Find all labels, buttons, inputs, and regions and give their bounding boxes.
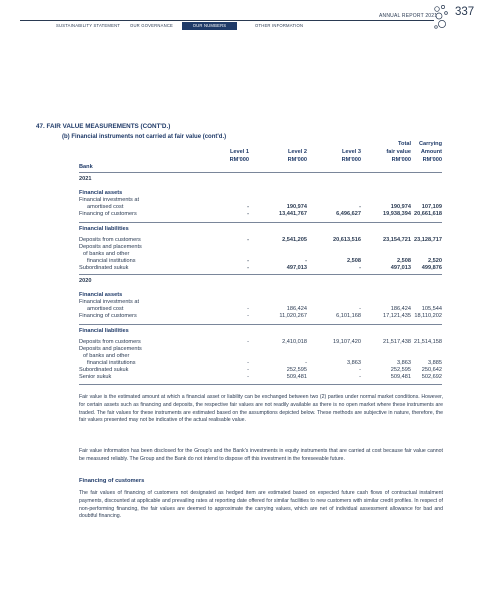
table-cell: - — [247, 204, 249, 210]
table-cell: - — [359, 374, 361, 380]
divider — [79, 324, 442, 325]
section-title: 47. FAIR VALUE MEASUREMENTS (CONT'D.) — [36, 123, 171, 130]
fin-assets-2020: Financial assets — [79, 292, 123, 298]
divider — [79, 274, 442, 275]
annual-report-label: ANNUAL REPORT 2021 — [379, 13, 438, 19]
table-cell: 3,885 — [428, 360, 442, 366]
table-cell: 3,863 — [347, 360, 361, 366]
col-header-carrying-amount: Carrying Amount RM'000 — [418, 141, 442, 163]
table-cell: 18,110,202 — [414, 313, 442, 319]
table-cell: 497,013 — [286, 265, 307, 271]
nav-governance[interactable]: OUR GOVERNANCE — [130, 23, 174, 28]
paragraph-equity-info: Fair value information has been disclosed for the Group's and the Bank's investments in equity instruments that are carried at cost because fair value cannot be measured reliably. The Group and the Bank do not intend to dispose off this investment in the foreseeable future. — [79, 448, 443, 462]
table-cell: 2,508 — [347, 258, 361, 264]
row-label: Deposits from customers — [79, 237, 141, 243]
col-header-level2: Level 2 RM'000 — [287, 149, 307, 163]
table-cell: 499,876 — [421, 265, 442, 271]
row-label: Deposits and placements — [79, 244, 142, 250]
table-cell: 17,121,435 — [383, 313, 411, 319]
table-cell: 190,974 — [286, 204, 307, 210]
row-label: amortised cost — [87, 204, 124, 210]
table-cell: - — [359, 204, 361, 210]
table-cell: 2,520 — [428, 258, 442, 264]
row-label: Financing of customers — [79, 211, 137, 217]
nav-our-numbers[interactable]: OUR NUMBERS — [182, 22, 237, 30]
section-subtitle: (b) Financial instruments not carried at fair value (cont'd.) — [62, 134, 227, 140]
nav-sustainability[interactable]: SUSTAINABILITY STATEMENT — [56, 23, 121, 28]
table-cell: 2,410,018 — [282, 339, 307, 345]
table-cell: 20,613,516 — [333, 237, 361, 243]
table-cell: - — [305, 258, 307, 264]
table-cell: 186,424 — [286, 306, 307, 312]
table-cell: - — [247, 237, 249, 243]
row-label: Subordinated sukuk — [79, 265, 129, 271]
table-cell: - — [247, 265, 249, 271]
col-header-level3: Level 3 RM'000 — [341, 149, 361, 163]
table-cell: 509,481 — [286, 374, 307, 380]
row-label: Deposits from customers — [79, 339, 141, 345]
fin-liab-2021: Financial liabilities — [79, 226, 129, 232]
table-cell: - — [247, 367, 249, 373]
table-cell: 13,441,767 — [279, 211, 307, 217]
table-cell: - — [247, 360, 249, 366]
row-label: financial institutions — [87, 360, 136, 366]
row-label: Financing of customers — [79, 313, 137, 319]
row-label: amortised cost — [87, 306, 124, 312]
col-header-level1: Level 1 RM'000 — [229, 149, 249, 163]
table-cell: 21,517,438 — [383, 339, 411, 345]
header-divider — [79, 172, 442, 173]
row-label: financial institutions — [87, 258, 136, 264]
table-cell: 11,020,267 — [279, 313, 307, 319]
fin-liab-2020: Financial liabilities — [79, 328, 129, 334]
table-cell: 497,013 — [390, 265, 411, 271]
divider — [79, 384, 442, 385]
row-label: Deposits and placements — [79, 346, 142, 352]
table-cell: - — [359, 265, 361, 271]
table-cell: - — [247, 339, 249, 345]
table-cell: 23,154,721 — [383, 237, 411, 243]
table-cell: 19,938,394 — [383, 211, 411, 217]
table-cell: 509,481 — [390, 374, 411, 380]
row-label: Subordinated sukuk — [79, 367, 129, 373]
divider — [79, 222, 442, 223]
table-cell: 186,424 — [390, 306, 411, 312]
table-cell: - — [247, 374, 249, 380]
table-cell: 20,661,618 — [414, 211, 442, 217]
table-cell: 19,107,420 — [333, 339, 361, 345]
row-header-bank: Bank — [79, 164, 93, 170]
table-cell: - — [305, 360, 307, 366]
row-label: Financial investments at — [79, 197, 140, 203]
table-cell: 3,863 — [397, 360, 411, 366]
table-cell: 6,101,168 — [336, 313, 361, 319]
table-cell: - — [247, 313, 249, 319]
col-header-total-fair-value: Total fair value RM'000 — [386, 141, 411, 163]
table-cell: 21,514,158 — [414, 339, 442, 345]
row-label: Financial investments at — [79, 299, 140, 305]
paragraph-fair-value: Fair value is the estimated amount at which a financial asset or liability can be exchanged between two (2) parties under normal market conditions. However, for certain assets such as financing and deposits, the respective fair values are not readily available as there is no open market where these instruments are traded. The fair values for these instruments are estimated based on the assumptions depicted below. These methods are subjective in nature, therefore, the fair values presented may not be indicative of the actual realisable value. — [79, 394, 443, 424]
fin-assets-2021: Financial assets — [79, 190, 123, 196]
table-cell: 252,595 — [286, 367, 307, 373]
year-2020: 2020 — [79, 278, 92, 284]
row-label: of banks and other — [83, 353, 130, 359]
page-number: 337 — [455, 6, 475, 18]
table-cell: 190,974 — [390, 204, 411, 210]
table-cell: - — [247, 306, 249, 312]
year-2021: 2021 — [79, 176, 92, 182]
table-cell: 250,642 — [421, 367, 442, 373]
header-rule — [20, 20, 434, 21]
table-cell: - — [359, 367, 361, 373]
row-label: of banks and other — [83, 251, 130, 257]
row-label: Senior sukuk — [79, 374, 112, 380]
table-cell: 2,508 — [397, 258, 411, 264]
table-cell: 107,109 — [421, 204, 442, 210]
table-cell: 252,595 — [390, 367, 411, 373]
paragraph-financing-customers: The fair values of financing of customers not designated as hedged item are estimated based on expected future cash flows of contractual instalment payments, discounted at applicable and prevailing rates at reporting date offered for similar facilities to new customers with similar credit profiles. In respect of non-performing financing, the fair values are deemed to approximate the carrying values, which are net of individual assessment allowance for bad and doubtful financing. — [79, 490, 443, 520]
nav-other-information[interactable]: OTHER INFORMATION — [255, 23, 304, 28]
heading-financing-customers: Financing of customers — [79, 478, 145, 484]
table-cell: 23,128,717 — [414, 237, 442, 243]
table-cell: - — [247, 258, 249, 264]
table-cell: - — [247, 211, 249, 217]
top-nav — [0, 22, 480, 30]
table-cell: 6,496,627 — [336, 211, 361, 217]
table-cell: 105,544 — [421, 306, 442, 312]
table-cell: 502,692 — [421, 374, 442, 380]
table-cell: - — [359, 306, 361, 312]
table-cell: 2,541,205 — [282, 237, 307, 243]
